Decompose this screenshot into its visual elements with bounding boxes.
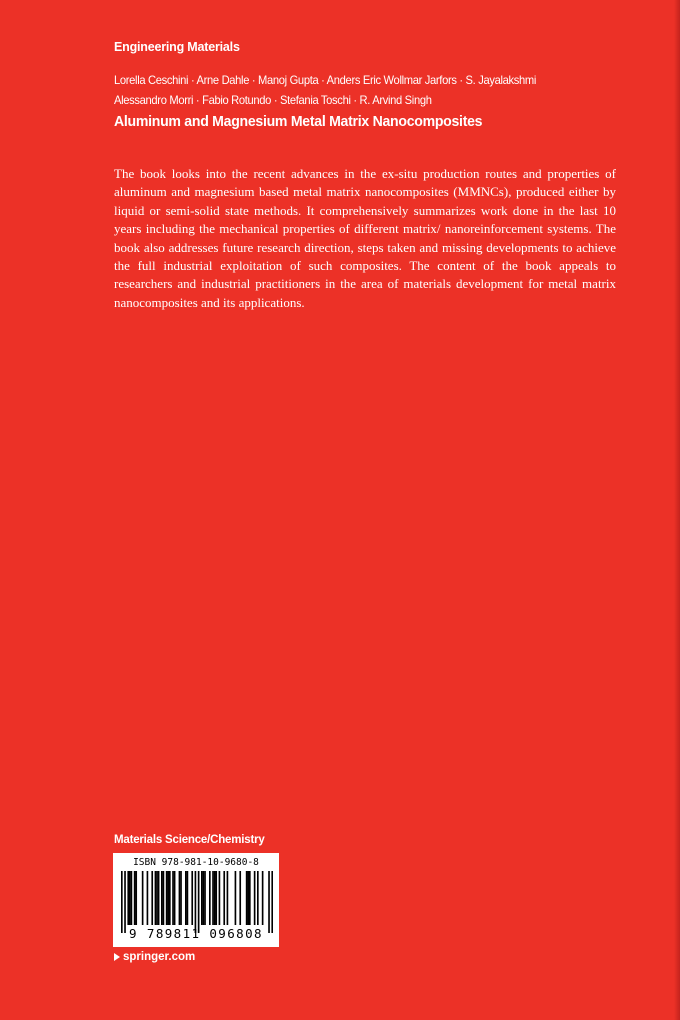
- barcode-bar: [174, 871, 176, 925]
- barcode-bar: [257, 871, 259, 925]
- subject-category: Materials Science/Chemistry: [114, 834, 265, 846]
- barcode-bar: [135, 871, 137, 925]
- barcode-bar: [215, 871, 217, 925]
- barcode-bar: [185, 871, 187, 925]
- barcode-bar: [147, 871, 149, 925]
- page-edge-shadow: [674, 0, 680, 1020]
- barcode-bar: [187, 871, 189, 925]
- barcode-bar: [167, 871, 169, 925]
- barcode-bar: [203, 871, 205, 925]
- author-line-1: Lorella Ceschini · Arne Dahle · Manoj Gupta · Anders Eric Wollmar Jarfors · S. Jayalakshmi: [114, 73, 537, 87]
- barcode-bar: [198, 871, 200, 933]
- barcode-bar: [212, 871, 214, 925]
- barcode-bar: [169, 871, 171, 925]
- barcode-digits: 9 789811 096808: [129, 926, 263, 941]
- barcode-bar: [247, 871, 249, 925]
- barcode-bar: [151, 871, 153, 925]
- barcode-bar: [227, 871, 229, 925]
- barcode-bar: [166, 871, 168, 925]
- barcode-bar: [268, 871, 270, 933]
- barcode-bar: [239, 871, 241, 925]
- barcode-bar: [271, 871, 273, 933]
- barcode-bar: [214, 871, 216, 925]
- isbn-label: ISBN 978-981-10-9680-8: [133, 857, 259, 868]
- barcode-bar: [201, 871, 203, 925]
- barcode-bar: [204, 871, 206, 925]
- arrow-right-icon: [114, 953, 120, 961]
- barcode-bar: [246, 871, 248, 925]
- barcode-bar: [191, 871, 193, 925]
- barcode-bar: [161, 871, 163, 925]
- barcode-bars: [121, 871, 273, 933]
- book-title: Aluminum and Magnesium Metal Matrix Nanocomposites: [114, 113, 483, 130]
- barcode-bar: [179, 871, 181, 925]
- book-description: The book looks into the recent advances in the ex-situ production routes and properties of aluminum and magnesium based metal matrix nanocomposites (MMNCs), produced either by liquid or semi-solid state methods. It comprehensively summarizes work done in the last 10 years including the mechanical properties of different matrix/ nanoreinforcement systems. The book also addresses future research direction, steps taken and missing developments to achieve the full industrial exploitation of such composites. The content of the book appeals to researchers and industrial practitioners in the area of materials development for metal matrix nanocomposites and its applications.: [114, 166, 616, 310]
- barcode-bar: [155, 871, 157, 925]
- barcode-bar: [127, 871, 129, 925]
- barcode-bar: [158, 871, 160, 925]
- barcode-bar: [129, 871, 131, 925]
- barcode-bar: [262, 871, 264, 925]
- barcode-bar: [223, 871, 225, 925]
- author-list: [114, 70, 551, 110]
- barcode-bar: [142, 871, 144, 925]
- barcode-bar: [134, 871, 136, 925]
- isbn-barcode: [113, 853, 279, 947]
- barcode-bar: [163, 871, 165, 925]
- barcode-bar: [121, 871, 123, 933]
- barcode-bar: [219, 871, 221, 925]
- barcode-bar: [235, 871, 237, 925]
- series-name: Engineering Materials: [114, 40, 240, 54]
- barcode-bar: [180, 871, 182, 925]
- barcode-bar: [172, 871, 174, 925]
- barcode-bar: [156, 871, 158, 925]
- publisher-website[interactable]: [114, 951, 195, 963]
- author-line-2: Alessandro Morri · Fabio Rotundo · Stefania Toschi · R. Arvind Singh: [114, 93, 432, 107]
- website-link-text[interactable]: springer.com: [123, 951, 196, 963]
- barcode-bar: [195, 871, 197, 933]
- barcode-bar: [249, 871, 251, 925]
- barcode-bar: [209, 871, 211, 925]
- barcode-bar: [254, 871, 256, 925]
- barcode-bar: [131, 871, 133, 925]
- barcode-bar: [124, 871, 126, 933]
